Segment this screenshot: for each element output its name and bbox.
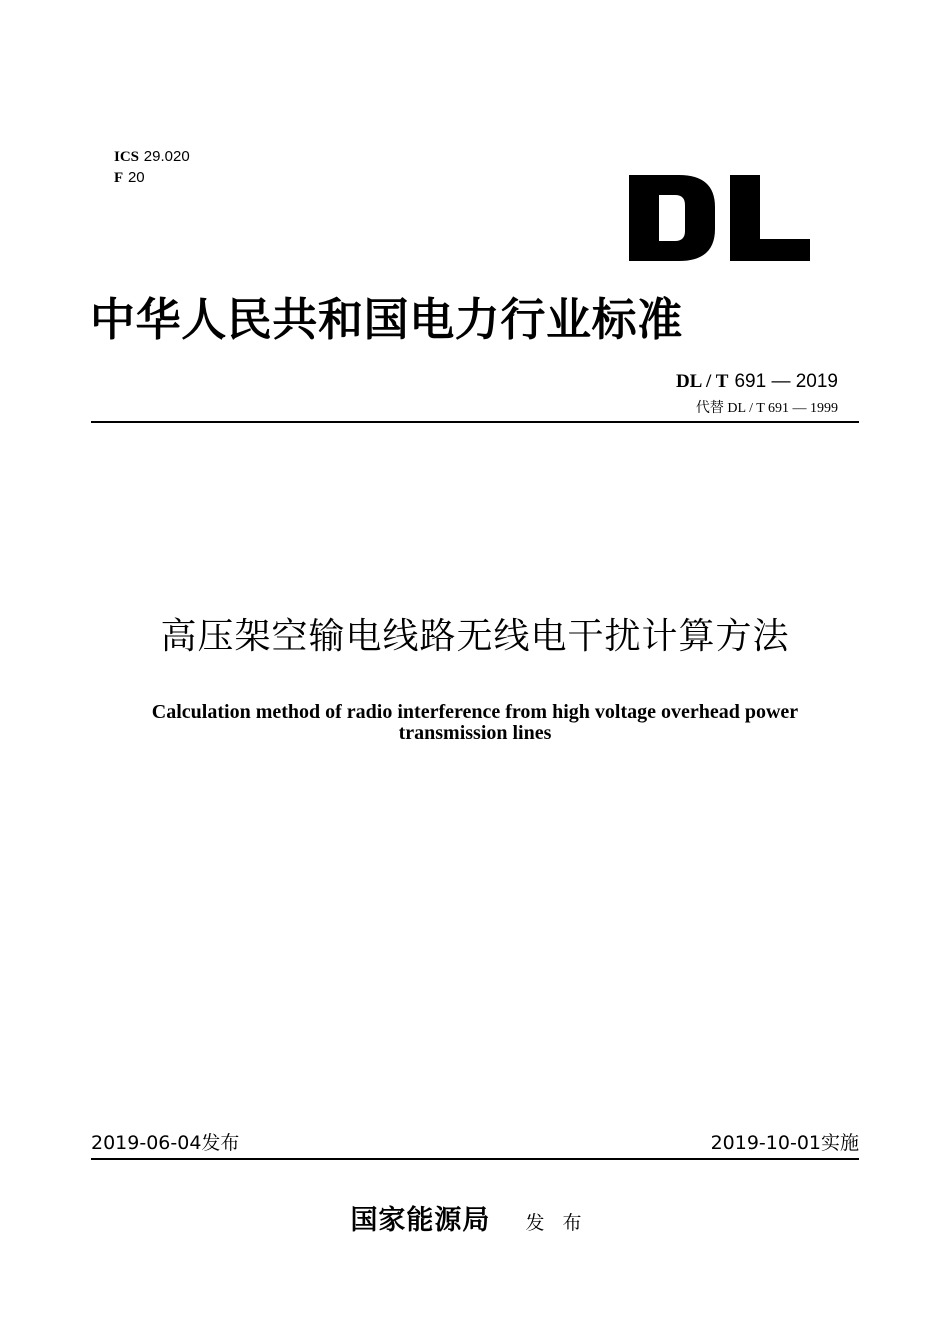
ministry-title: 中华人民共和国电力行业标准 [90, 293, 683, 346]
header-divider [91, 421, 859, 423]
ccs-code: F 20 [114, 169, 145, 186]
standard-prefix: DL / T [675, 371, 729, 392]
issuing-organization: 国家能源局 [350, 1205, 491, 1236]
issue-action: 发布 [525, 1212, 600, 1234]
classification-block [114, 146, 190, 188]
standard-number: 691 — 2019 [734, 371, 838, 392]
document-title-english [95, 702, 855, 744]
ics-code: ICS 29.020 [114, 148, 190, 165]
svg-text:DL: DL [627, 175, 629, 176]
document-title-chinese: 高压架空输电线路无线电干扰计算方法 [160, 616, 790, 657]
issue-date: 2019-06-04发布 [91, 1132, 240, 1154]
dl-logo [627, 175, 811, 261]
replaces-standard: 代替 DL / T 691 — 1999 [695, 401, 838, 416]
english-title-line: Calculation method of radio interference from high voltage overhead power [151, 701, 799, 723]
footer-divider [91, 1158, 859, 1160]
issuer [0, 1198, 950, 1237]
effective-date: 2019-10-01实施 [710, 1132, 859, 1154]
standard-code [676, 370, 838, 393]
english-title-line: transmission lines [398, 722, 552, 744]
